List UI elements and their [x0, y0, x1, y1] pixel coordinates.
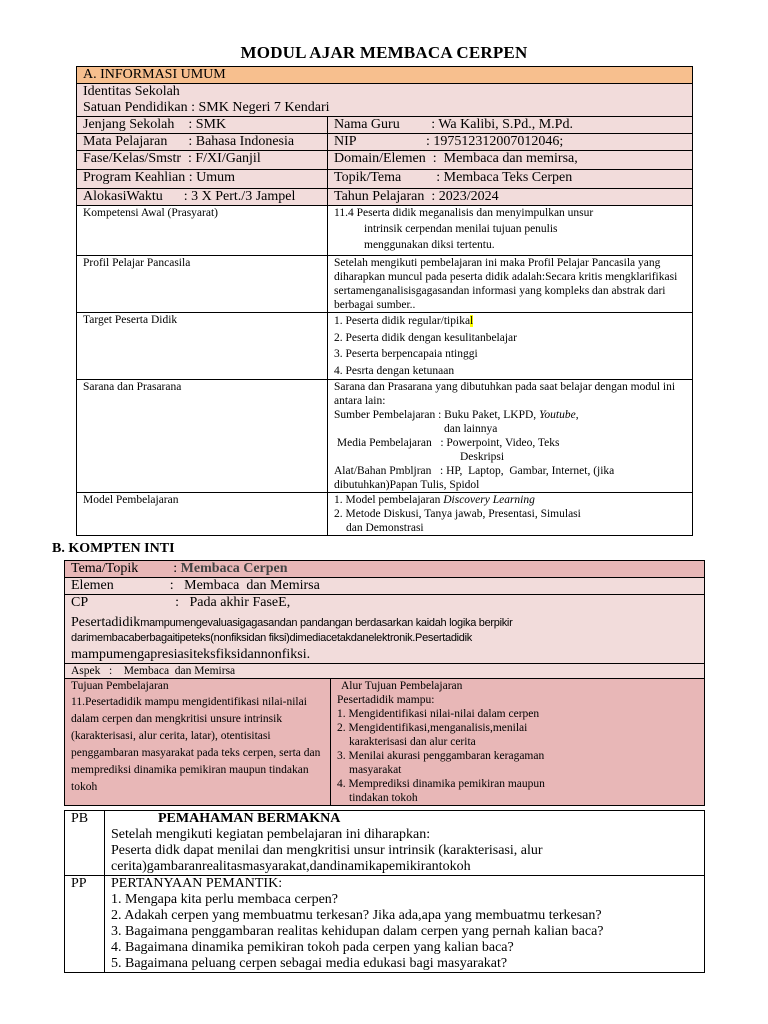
cp-line: darimembacaberbagaitipeteks(nonfiksidan fiksi)dimediacetakdanelektronik.Pesertadidik [71, 632, 472, 644]
kompetensi-awal-text [328, 206, 693, 256]
info-row-right: Nama Guru : Wa Kalibi, S.Pd., M.Pd. [328, 117, 693, 134]
info-row-right: Tahun Pelajaran : 2023/2024 [328, 189, 693, 206]
cp-line: mampumengapresiasiteksfiksidannonfiksi. [71, 647, 311, 662]
target-peserta-list [328, 313, 693, 380]
profil-pelajar-text: Setelah mengikuti pembelajaran ini maka Profil Pelajar Pancasila yang diharapkan muncul pada peserta didik adalah:Secara kritis mengklarifikasi sertamenganalisisgagasandan informasi yang kompleks dan abstrak dari berbagai sumber.. [328, 256, 693, 313]
tema-topik-row: Tema/Topik : Membaca Cerpen [65, 561, 705, 578]
sarana-line: Sarana dan Prasarana yang dibutuhkan pada saat belajar dengan modul ini antara lain: [334, 381, 676, 407]
info-row-left: Program Keahlian : Umum [77, 170, 328, 189]
pertanyaan-pemantik-cell [105, 876, 705, 973]
pp-question: 4. Bagaimana dinamika pemikiran tokoh pada cerpen yang kalian baca? [111, 940, 514, 955]
alur-tujuan-cell [331, 679, 705, 806]
pb-line: Peserta didk dapat menilai dan mengkritisi unsur intrinsik (karakterisasi, alur [111, 843, 543, 858]
tujuan-pembelajaran-cell [65, 679, 331, 806]
pb-line: Setelah mengikuti kegiatan pembelajaran ini diharapkan: [111, 827, 431, 842]
profil-pelajar-label: Profil Pelajar Pancasila [77, 256, 328, 313]
pp-question: 3. Bagaimana penggambaran realitas kehidupan dalam cerpen yang pernah kalian baca? [111, 924, 604, 939]
alur-item-cont: karakterisasi dan alur cerita [349, 736, 476, 748]
target-item: 3. Peserta berpencapaia ntinggi [334, 348, 478, 360]
sarana-line: Alat/Bahan Pmbljran : HP, Laptop, Gambar, Internet, (jika dibutuhkan)Papan Tulis, Spidol [334, 465, 618, 491]
alur-item: 2. Mengidentifikasi,menganalisis,menilai [337, 722, 528, 734]
pp-title: PERTANYAAN PEMANTIK: [111, 876, 283, 891]
satuan-pendidikan: Satuan Pendidikan : SMK Negeri 7 Kendari [77, 100, 693, 117]
sarana-prasarana-label: Sarana dan Prasarana [77, 380, 328, 493]
pb-title: PEMAHAMAN BERMAKNA [158, 811, 341, 826]
sarana-line: Deskripsi [460, 451, 505, 463]
model-line: 2. Metode Diskusi, Tanya jawab, Presentasi, Simulasi [334, 508, 581, 520]
kompetensi-line: menggunakan diksi tertentu. [364, 239, 495, 251]
alur-item-cont: masyarakat [349, 764, 402, 776]
model-pembelajaran-label: Model Pembelajaran [77, 493, 328, 536]
pp-question: 2. Adakah cerpen yang membuatmu terkesan? Jika ada,apa yang membuatmu terkesan? [111, 908, 602, 923]
pemahaman-bermakna-cell [105, 811, 705, 876]
elemen-row: Elemen : Membaca dan Memirsa [65, 578, 705, 595]
target-item: 2. Peserta didik dengan kesulitanbelajar [334, 331, 517, 344]
kompetensi-inti-table [64, 560, 705, 806]
tujuan-header: Tujuan Pembelajaran [71, 680, 169, 692]
pp-question: 5. Bagaimana peluang cerpen sebagai media edukasi bagi masyarakat? [111, 956, 508, 971]
info-row-left: Fase/Kelas/Smstr : F/XI/Ganjil [77, 151, 328, 170]
model-pembelajaran-text [328, 493, 693, 536]
info-row-left: Mata Pelajaran : Bahasa Indonesia [77, 134, 328, 151]
alur-item-cont: tindakan tokoh [349, 792, 418, 804]
alur-item: 3. Menilai akurasi penggambaran keragaman [337, 750, 545, 762]
kompetensi-inti-heading: B. KOMPTEN INTI [52, 541, 175, 556]
pp-label: PP [65, 876, 105, 973]
target-item: 4. Pesrta dengan ketunaan [334, 364, 455, 377]
sarana-line: dan lainnya [444, 423, 498, 435]
tujuan-text: 11.Pesertadidik mampu mengidentifikasi nilai-nilai dalam cerpen dan mengkritisi unsure intrinsik (karakterisasi, alur cerita, latar), otentisitasi penggambaran masyarakat pada teks cerpen, serta dan memprediksi dinamika pemikiran maupun tindakan tokoh [71, 696, 321, 793]
model-line: dan Demonstrasi [346, 522, 424, 534]
info-row-right: NIP : 197512312007012046; [328, 134, 693, 151]
sarana-line: Media Pembelajaran : Powerpoint, Video, Teks [334, 437, 560, 449]
pp-question: 1. Mengapa kita perlu membaca cerpen? [111, 892, 339, 907]
sarana-prasarana-text [328, 380, 693, 493]
info-row-left: Jenjang Sekolah : SMK [77, 117, 328, 134]
model-line: 1. Model pembelajaran Discovery Learning [334, 494, 535, 506]
pb-line: cerita)gambaranrealitasmasyarakat,dandinamikapemikirantokoh [111, 859, 471, 874]
target-item: 1. Peserta didik regular/tipikal [334, 315, 474, 327]
alur-header: Alur Tujuan Pembelajaran [341, 680, 463, 692]
kompetensi-awal-label: Kompetensi Awal (Prasyarat) [77, 206, 328, 256]
kompetensi-line: 11.4 Peserta didik meganalisis dan menyimpulkan unsur [334, 207, 594, 219]
informasi-umum-header: A. INFORMASI UMUM [77, 67, 693, 84]
cp-label: CP : Pada akhir FaseE, [71, 595, 291, 610]
info-row-right: Topik/Tema : Membaca Teks Cerpen [328, 170, 693, 189]
document-title: MODUL AJAR MEMBACA CERPEN [240, 43, 528, 62]
info-row-right: Domain/Elemen : Membaca dan memirsa, [328, 151, 693, 170]
informasi-umum-table [76, 66, 693, 536]
alur-item: 1. Mengidentifikasi nilai-nilai dalam cerpen [337, 708, 540, 720]
sarana-line: Sumber Pembelajaran : Buku Paket, LKPD, Youtube, [334, 409, 579, 421]
alur-intro: Pesertadidik mampu: [337, 694, 435, 706]
identitas-sekolah: Identitas Sekolah [77, 84, 693, 101]
target-peserta-label: Target Peserta Didik [77, 313, 328, 380]
kompetensi-line: intrinsik cerpendan menilai tujuan penulis [364, 223, 558, 235]
alur-item: 4. Memprediksi dinamika pemikiran maupun [337, 778, 545, 790]
pb-label: PB [65, 811, 105, 876]
aspek-row: Aspek : Membaca dan Memirsa [65, 664, 705, 679]
info-row-left: AlokasiWaktu : 3 X Pert./3 Jampel [77, 189, 328, 206]
cp-row: CP : Pada akhir FaseE, Pesertadidikmampumengevaluasigagasandan pandangan berdasarkan kaidah logika berpikir darimembacaberbagaitipeteks(nonfiksidan fiksi)dimediacetakdanelektronik.Pesertadidik mampumengapresiasiteksfiksidannonfiksi. [65, 595, 705, 664]
pb-pp-table [64, 810, 705, 973]
